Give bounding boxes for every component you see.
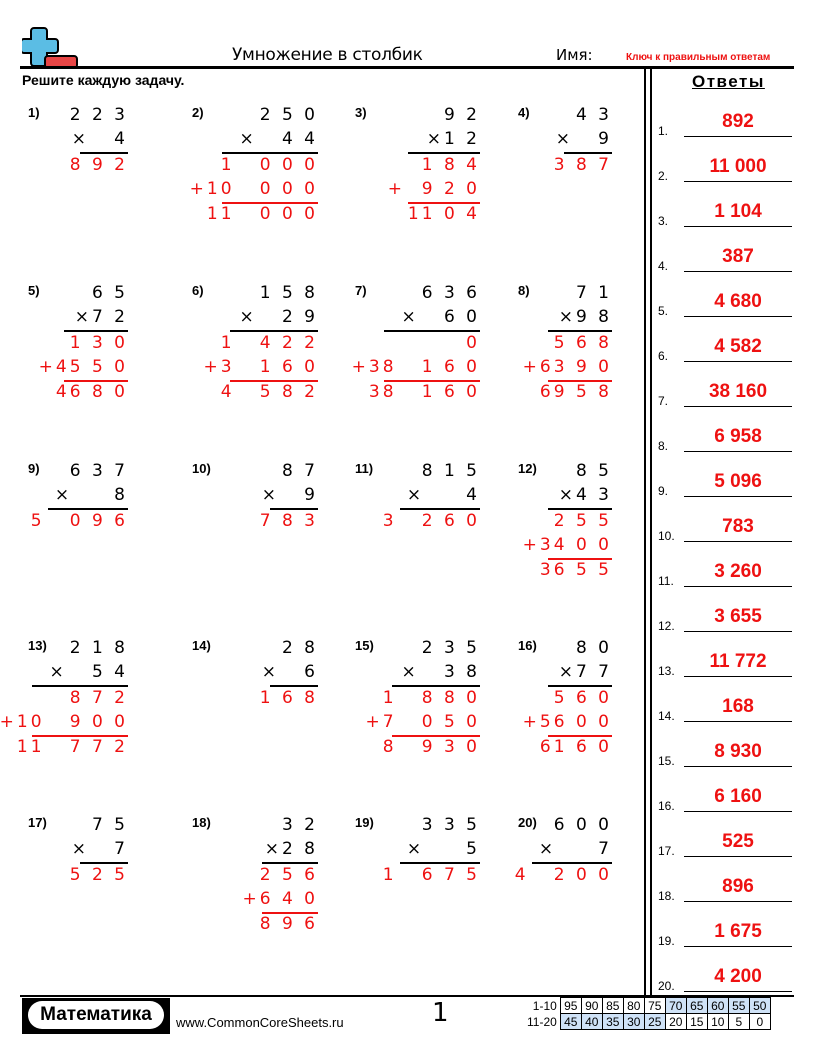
product-result: 38 1 6 0: [368, 382, 480, 402]
answer-row: [658, 468, 794, 498]
multiplier: × 6: [261, 662, 318, 682]
partial-product: +6 4 0: [242, 889, 318, 909]
answer-line: [684, 226, 792, 228]
problem-number: 13): [28, 638, 47, 653]
multiplicand: 3 2: [281, 815, 318, 835]
answer-number: 14.: [658, 709, 675, 723]
partial-product: 1 4 2 2: [220, 333, 318, 353]
answer-number: 5.: [658, 304, 669, 318]
score-cell: 50: [749, 998, 770, 1014]
multiplier: × 6 0: [401, 307, 480, 327]
math-logo-icon: [22, 26, 80, 70]
score-range-label: 11-20: [527, 1014, 557, 1029]
score-cell: 80: [623, 998, 644, 1014]
multiplicand: 2 3 5: [421, 638, 480, 658]
multiplicand: 6 3 6: [421, 283, 480, 303]
multiplicand: 2 1 8: [69, 638, 128, 658]
answers-heading: Ответы: [692, 72, 765, 91]
answer-line: [684, 496, 792, 498]
problem-number: 7): [355, 283, 367, 298]
problem-number: 11): [355, 461, 374, 476]
answer-number: 13.: [658, 664, 675, 678]
multiplicand: 8 5: [575, 461, 612, 481]
product-result: 36 5 5: [539, 560, 612, 580]
product-result: 11 0 4: [407, 204, 480, 224]
answer-number: 3.: [658, 214, 669, 228]
partial-product: 0: [466, 333, 480, 353]
answer-number: 16.: [658, 799, 675, 813]
answer-value: 783: [722, 516, 754, 537]
multiplicand: 8 0: [575, 638, 612, 658]
answer-line: [684, 271, 792, 273]
answer-row: [658, 243, 794, 273]
problem-number: 15): [355, 638, 374, 653]
answer-number: 18.: [658, 889, 675, 903]
answer-row: [658, 738, 794, 768]
answer-row: [658, 108, 794, 138]
problem-11: [340, 459, 480, 599]
answer-row: [658, 693, 794, 723]
problem-number: 17): [28, 815, 47, 830]
answer-line: [684, 541, 792, 543]
multiplier: × 4: [71, 129, 128, 149]
multiplicand: 6 5: [91, 283, 128, 303]
product-result: 61 6 0: [539, 737, 612, 757]
partial-product: +45 5 0: [38, 357, 128, 377]
problem-12: [472, 459, 612, 599]
answer-panel-divider: [644, 68, 646, 996]
product-result: 8 9 6: [259, 914, 318, 934]
product-result: 46 8 0: [55, 382, 128, 402]
partial-product: 2 5 6: [259, 865, 318, 885]
header-divider: [20, 66, 794, 69]
multiplicand: 7 1: [575, 283, 612, 303]
multiplier: ×2 8: [264, 839, 318, 859]
answer-row: [658, 288, 794, 318]
answer-line: [684, 901, 792, 903]
answer-number: 4.: [658, 259, 669, 273]
answer-number: 10.: [658, 529, 675, 543]
problem-2: [178, 103, 318, 243]
answer-value: 4 680: [714, 291, 762, 312]
multiplicand: 2 8: [281, 638, 318, 658]
problem-4: [472, 103, 612, 243]
answer-key-label: Ключ к правильным ответам: [626, 52, 771, 63]
page-number: 1: [432, 998, 449, 1028]
name-label: Имя:: [556, 46, 593, 64]
multiplicand: 2 5 0: [259, 105, 318, 125]
multiplier: × 5: [406, 839, 480, 859]
product-result: 8 9 2: [69, 155, 128, 175]
problem-17: [0, 813, 128, 953]
problem-7: [340, 281, 480, 421]
problem-number: 12): [518, 461, 537, 476]
product-result: 3 8 7: [553, 155, 612, 175]
score-range-label: 1-10: [532, 998, 557, 1013]
instructions: Решите каждую задачу.: [22, 72, 185, 88]
multiplicand: 8 1 5: [421, 461, 480, 481]
multiplicand: 6 0 0: [553, 815, 612, 835]
score-row: [524, 1014, 770, 1030]
product-result: 11 7 7 2: [16, 737, 128, 757]
score-cell: 45: [560, 1014, 581, 1030]
score-cell: 15: [686, 1014, 707, 1030]
answer-line: [684, 136, 792, 138]
problem-19: [340, 813, 480, 953]
answer-number: 15.: [658, 754, 675, 768]
multiplicand: 7 5: [91, 815, 128, 835]
problem-10: [178, 459, 318, 599]
partial-product: +10 9 0 0: [0, 712, 128, 732]
answer-row: [658, 783, 794, 813]
partial-product: + 9 2 0: [387, 179, 480, 199]
product-result: 3 2 6 0: [382, 511, 480, 531]
product-result: 5 2 5: [69, 865, 128, 885]
answer-number: 1.: [658, 124, 669, 138]
score-cell: 90: [581, 998, 602, 1014]
answer-number: 2.: [658, 169, 669, 183]
answer-row: [658, 603, 794, 633]
answer-number: 8.: [658, 439, 669, 453]
partial-product: 2 5 5: [553, 511, 612, 531]
problem-number: 10): [192, 461, 211, 476]
product-result: 5 0 9 6: [30, 511, 128, 531]
problem-number: 14): [192, 638, 211, 653]
answer-line: [684, 946, 792, 948]
answer-row: [658, 333, 794, 363]
score-cell: 70: [665, 998, 686, 1014]
answer-line: [684, 766, 792, 768]
multiplier: ×9 8: [558, 307, 612, 327]
score-cell: 75: [644, 998, 665, 1014]
answer-number: 11.: [658, 574, 674, 588]
problem-number: 20): [518, 815, 537, 830]
answer-number: 20.: [658, 979, 675, 993]
worksheet-title: Умножение в столбик: [232, 45, 423, 65]
partial-product: 5 6 8: [553, 333, 612, 353]
score-cell: 65: [686, 998, 707, 1014]
answer-line: [684, 856, 792, 858]
answer-row: [658, 153, 794, 183]
score-cell: 30: [623, 1014, 644, 1030]
multiplier: ×4 3: [558, 485, 612, 505]
answer-value: 11 000: [709, 156, 767, 177]
partial-product: 5 6 0: [553, 688, 612, 708]
score-cell: 60: [707, 998, 728, 1014]
answer-number: 12.: [658, 619, 675, 633]
multiplier: × 3 8: [401, 662, 480, 682]
score-cell: 10: [707, 1014, 728, 1030]
answer-line: [684, 361, 792, 363]
score-cell: 85: [602, 998, 623, 1014]
multiplier: × 4 4: [239, 129, 318, 149]
answer-value: 525: [722, 831, 754, 852]
score-cell: 20: [665, 1014, 686, 1030]
multiplier: ×7 2: [74, 307, 128, 327]
multiplicand: 1 5 8: [259, 283, 318, 303]
answer-panel-divider-inner: [650, 68, 652, 996]
site-url[interactable]: www.CommonCoreSheets.ru: [176, 1015, 344, 1030]
answer-row: [658, 378, 794, 408]
multiplier: × 9: [261, 485, 318, 505]
problem-15: [340, 636, 480, 776]
problem-3: [340, 103, 480, 243]
answer-value: 5 096: [714, 471, 762, 492]
answer-value: 38 160: [708, 381, 768, 402]
answer-line: [684, 676, 792, 678]
problem-number: 19): [355, 815, 374, 830]
multiplier: × 8: [54, 485, 128, 505]
problem-1: [0, 103, 128, 243]
multiplier: ×1 2: [426, 129, 480, 149]
answer-value: 4 200: [714, 966, 762, 987]
multiplier: × 2 9: [239, 307, 318, 327]
problem-8: [472, 281, 612, 421]
answer-row: [658, 828, 794, 858]
partial-product: 1 3 0: [69, 333, 128, 353]
answer-line: [684, 811, 792, 813]
problem-13: [0, 636, 128, 776]
answer-value: 168: [722, 696, 754, 717]
partial-product: 1 8 8 0: [382, 688, 480, 708]
multiplicand: 9 2: [443, 105, 480, 125]
answer-row: [658, 513, 794, 543]
answer-value: 896: [722, 876, 754, 897]
answer-value: 3 260: [714, 561, 762, 582]
multiplicand: 4 3: [575, 105, 612, 125]
multiplicand: 2 2 3: [69, 105, 128, 125]
answer-line: [684, 451, 792, 453]
problem-6: [178, 281, 318, 421]
answer-line: [684, 631, 792, 633]
answer-line: [684, 181, 792, 183]
problem-number: 5): [28, 283, 40, 298]
answer-value: 6 958: [714, 426, 762, 447]
answer-number: 9.: [658, 484, 669, 498]
answer-row: [658, 648, 794, 678]
problem-5: [0, 281, 128, 421]
answer-value: 387: [722, 246, 754, 267]
problem-number: 18): [192, 815, 211, 830]
problem-number: 4): [518, 105, 530, 120]
partial-product: +34 0 0: [522, 535, 612, 555]
score-row: [524, 998, 770, 1014]
multiplier: × 4: [406, 485, 480, 505]
multiplier: ×7 7: [558, 662, 612, 682]
multiplier: × 5 4: [49, 662, 128, 682]
product-result: 69 5 8: [539, 382, 612, 402]
score-cell: 25: [644, 1014, 665, 1030]
score-cell: 5: [728, 1014, 749, 1030]
problem-number: 8): [518, 283, 530, 298]
answer-row: [658, 873, 794, 903]
product-result: 1 6 7 5: [382, 865, 480, 885]
partial-product: 1 0 0 0: [220, 155, 318, 175]
score-cell: 0: [749, 1014, 770, 1030]
partial-product: 8 7 2: [69, 688, 128, 708]
product-result: 4 5 8 2: [220, 382, 318, 402]
product-result: 7 8 3: [259, 511, 318, 531]
answer-number: 6.: [658, 349, 669, 363]
answer-value: 6 160: [714, 786, 762, 807]
score-cell: 40: [581, 1014, 602, 1030]
brand-label: Математика: [28, 1001, 164, 1029]
answer-row: [658, 558, 794, 588]
problem-number: 2): [192, 105, 204, 120]
answer-line: [684, 406, 792, 408]
multiplier: × 7: [538, 839, 612, 859]
problem-number: 9): [28, 461, 40, 476]
answer-value: 1 675: [714, 921, 762, 942]
product-result: 4 2 0 0: [514, 865, 612, 885]
multiplicand: 8 7: [281, 461, 318, 481]
problem-14: [178, 636, 318, 776]
answer-value: 11 772: [709, 651, 767, 672]
answer-row: [658, 963, 794, 993]
problem-18: [178, 813, 318, 953]
partial-product: +63 9 0: [522, 357, 612, 377]
multiplier: × 7: [71, 839, 128, 859]
partial-product: +3 1 6 0: [203, 357, 318, 377]
partial-product: +7 0 5 0: [365, 712, 480, 732]
partial-product: +56 0 0: [522, 712, 612, 732]
multiplicand: 6 3 7: [69, 461, 128, 481]
multiplicand: 3 3 5: [421, 815, 480, 835]
problem-number: 16): [518, 638, 537, 653]
answer-number: 17.: [658, 844, 675, 858]
problem-number: 1): [28, 105, 40, 120]
answer-line: [684, 586, 792, 588]
answer-row: [658, 918, 794, 948]
problem-number: 6): [192, 283, 204, 298]
partial-product: +10 0 0 0: [189, 179, 318, 199]
answer-value: 892: [722, 111, 754, 132]
score-cell: 35: [602, 1014, 623, 1030]
partial-product: 1 8 4: [421, 155, 480, 175]
problem-number: 3): [355, 105, 367, 120]
answer-value: 8 930: [714, 741, 762, 762]
answer-line: [684, 721, 792, 723]
score-table: [524, 997, 771, 1030]
answer-row: [658, 198, 794, 228]
problem-16: [472, 636, 612, 776]
product-result: 1 6 8: [259, 688, 318, 708]
product-result: 8 9 3 0: [382, 737, 480, 757]
answer-value: 4 582: [714, 336, 762, 357]
multiplier: × 9: [555, 129, 612, 149]
answer-value: 1 104: [714, 201, 762, 222]
problem-9: [0, 459, 128, 599]
problem-20: [472, 813, 612, 953]
product-result: 11 0 0 0: [206, 204, 318, 224]
answer-number: 7.: [658, 394, 669, 408]
answer-value: 3 655: [714, 606, 762, 627]
answer-line: [684, 991, 792, 993]
answer-line: [684, 316, 792, 318]
score-cell: 55: [728, 998, 749, 1014]
score-cell: 95: [560, 998, 581, 1014]
partial-product: +38 1 6 0: [351, 357, 480, 377]
answer-row: [658, 423, 794, 453]
answer-number: 19.: [658, 934, 675, 948]
